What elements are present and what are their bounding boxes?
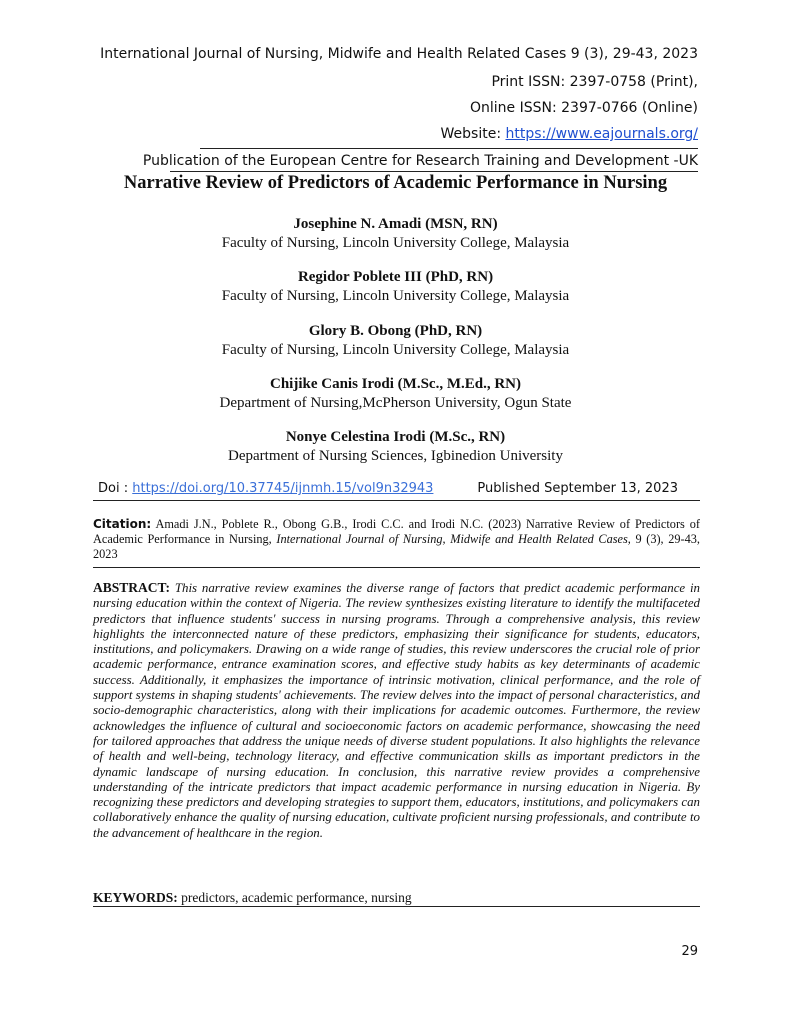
doi-label: Doi : [98, 481, 129, 496]
author-block [0, 374, 791, 413]
abstract [93, 580, 700, 841]
citation-journal: International Journal of Nursing, Midwife and Health Related Cases, [276, 532, 631, 546]
citation-volume: 9 (3), 29-43, 2023 [93, 532, 701, 561]
citation-text: Amadi J.N., Poblete R., Obong G.B., Irodi C.C. and Irodi N.C. (2023) Narrative Review of Predictors of Academic Performance in Nursing, [93, 517, 700, 546]
keywords-label: KEYWORDS: [93, 890, 178, 905]
header-top-rule [200, 148, 698, 149]
abstract-label: ABSTRACT: [93, 580, 171, 595]
keywords-text: predictors, academic performance, nursing [181, 890, 412, 905]
author-block [0, 214, 791, 253]
doi-rule [93, 500, 700, 501]
author-block [0, 321, 791, 360]
print-issn: Print ISSN: 2397-0758 (Print), [491, 74, 698, 90]
author-affiliation: Faculty of Nursing, Lincoln University College, Malaysia [221, 342, 570, 358]
online-issn: Online ISSN: 2397-0766 (Online) [470, 100, 698, 116]
author-affiliation: Faculty of Nursing, Lincoln University College, Malaysia [221, 288, 570, 304]
doi-link[interactable]: https://doi.org/10.37745/ijnmh.15/vol9n32943 [132, 481, 434, 496]
author-name: Nonye Celestina Irodi (M.Sc., RN) [285, 429, 506, 445]
website-line [441, 124, 698, 144]
author-affiliation: Faculty of Nursing, Lincoln University College, Malaysia [221, 235, 570, 251]
author-block [0, 267, 791, 306]
header-bottom-rule [170, 171, 698, 172]
doi-row [98, 481, 678, 496]
citation-rule [93, 567, 700, 568]
website-label: Website: [440, 126, 502, 142]
published-date: Published September 13, 2023 [477, 481, 678, 496]
paper-title: Narrative Review of Predictors of Academic Performance in Nursing [123, 173, 668, 193]
author-name: Chijike Canis Irodi (M.Sc., M.Ed., RN) [270, 376, 521, 392]
author-affiliation: Department of Nursing Sciences, Igbinedion University [228, 448, 563, 464]
keywords-rule [93, 906, 700, 907]
keywords [93, 890, 700, 906]
abstract-text: This narrative review examines the diverse range of factors that predict academic performance in nursing education within the context of Nigeria. The review synthesizes existing literature to identify the multifaceted predictors that influence students' success in nursing programs. Through a comprehensive analysis, this review highlights the interconnected nature of these predictors, emphasizing their significance for students, educators, institutions, and policymakers. Drawing on a wide range of studies, this review underscores the crucial role of prior academic performance, entrance examination scores, and effective study habits as key determinants of academic success. Additionally, it emphasizes the importance of intrinsic motivation, clinical performance, and the role of support systems in shaping students' achievements. The review delves into the impact of personal characteristics, and socio-demographic characteristics, along with their implications for academic outcomes. Furthermore, the review acknowledges the influence of cultural and socioeconomic factors on academic performance, showcasing the need for tailored approaches that address the unique needs of diverse student populations. It also highlights the relevance of health and well-being, technology literacy, and effective communication skills as important predictors in the dynamic landscape of nursing education. In conclusion, this narrative review provides a comprehensive understanding of the intricate predictors that impact academic performance in nursing education in Nigeria. By recognizing these predictors and developing strategies to support them, educators, institutions, and policymakers can collaboratively enhance the quality of nursing education, cultivate proficient nursing professionals, and contribute to the advancement of healthcare in the region. [93, 581, 700, 840]
author-block [0, 427, 791, 466]
citation [93, 517, 700, 562]
author-name: Josephine N. Amadi (MSN, RN) [293, 216, 498, 232]
publisher-line: Publication of the European Centre for Research Training and Development -UK [142, 153, 698, 169]
author-name: Regidor Poblete III (PhD, RN) [297, 269, 494, 285]
citation-label: Citation: [93, 517, 152, 531]
author-affiliation: Department of Nursing,McPherson University, Ogun State [219, 395, 572, 411]
page-number: 29 [681, 944, 698, 959]
website-link[interactable]: https://www.eajournals.org/ [505, 126, 698, 142]
journal-line: International Journal of Nursing, Midwife and Health Related Cases 9 (3), 29-43, 2023 [100, 46, 698, 62]
author-name: Glory B. Obong (PhD, RN) [308, 323, 483, 339]
